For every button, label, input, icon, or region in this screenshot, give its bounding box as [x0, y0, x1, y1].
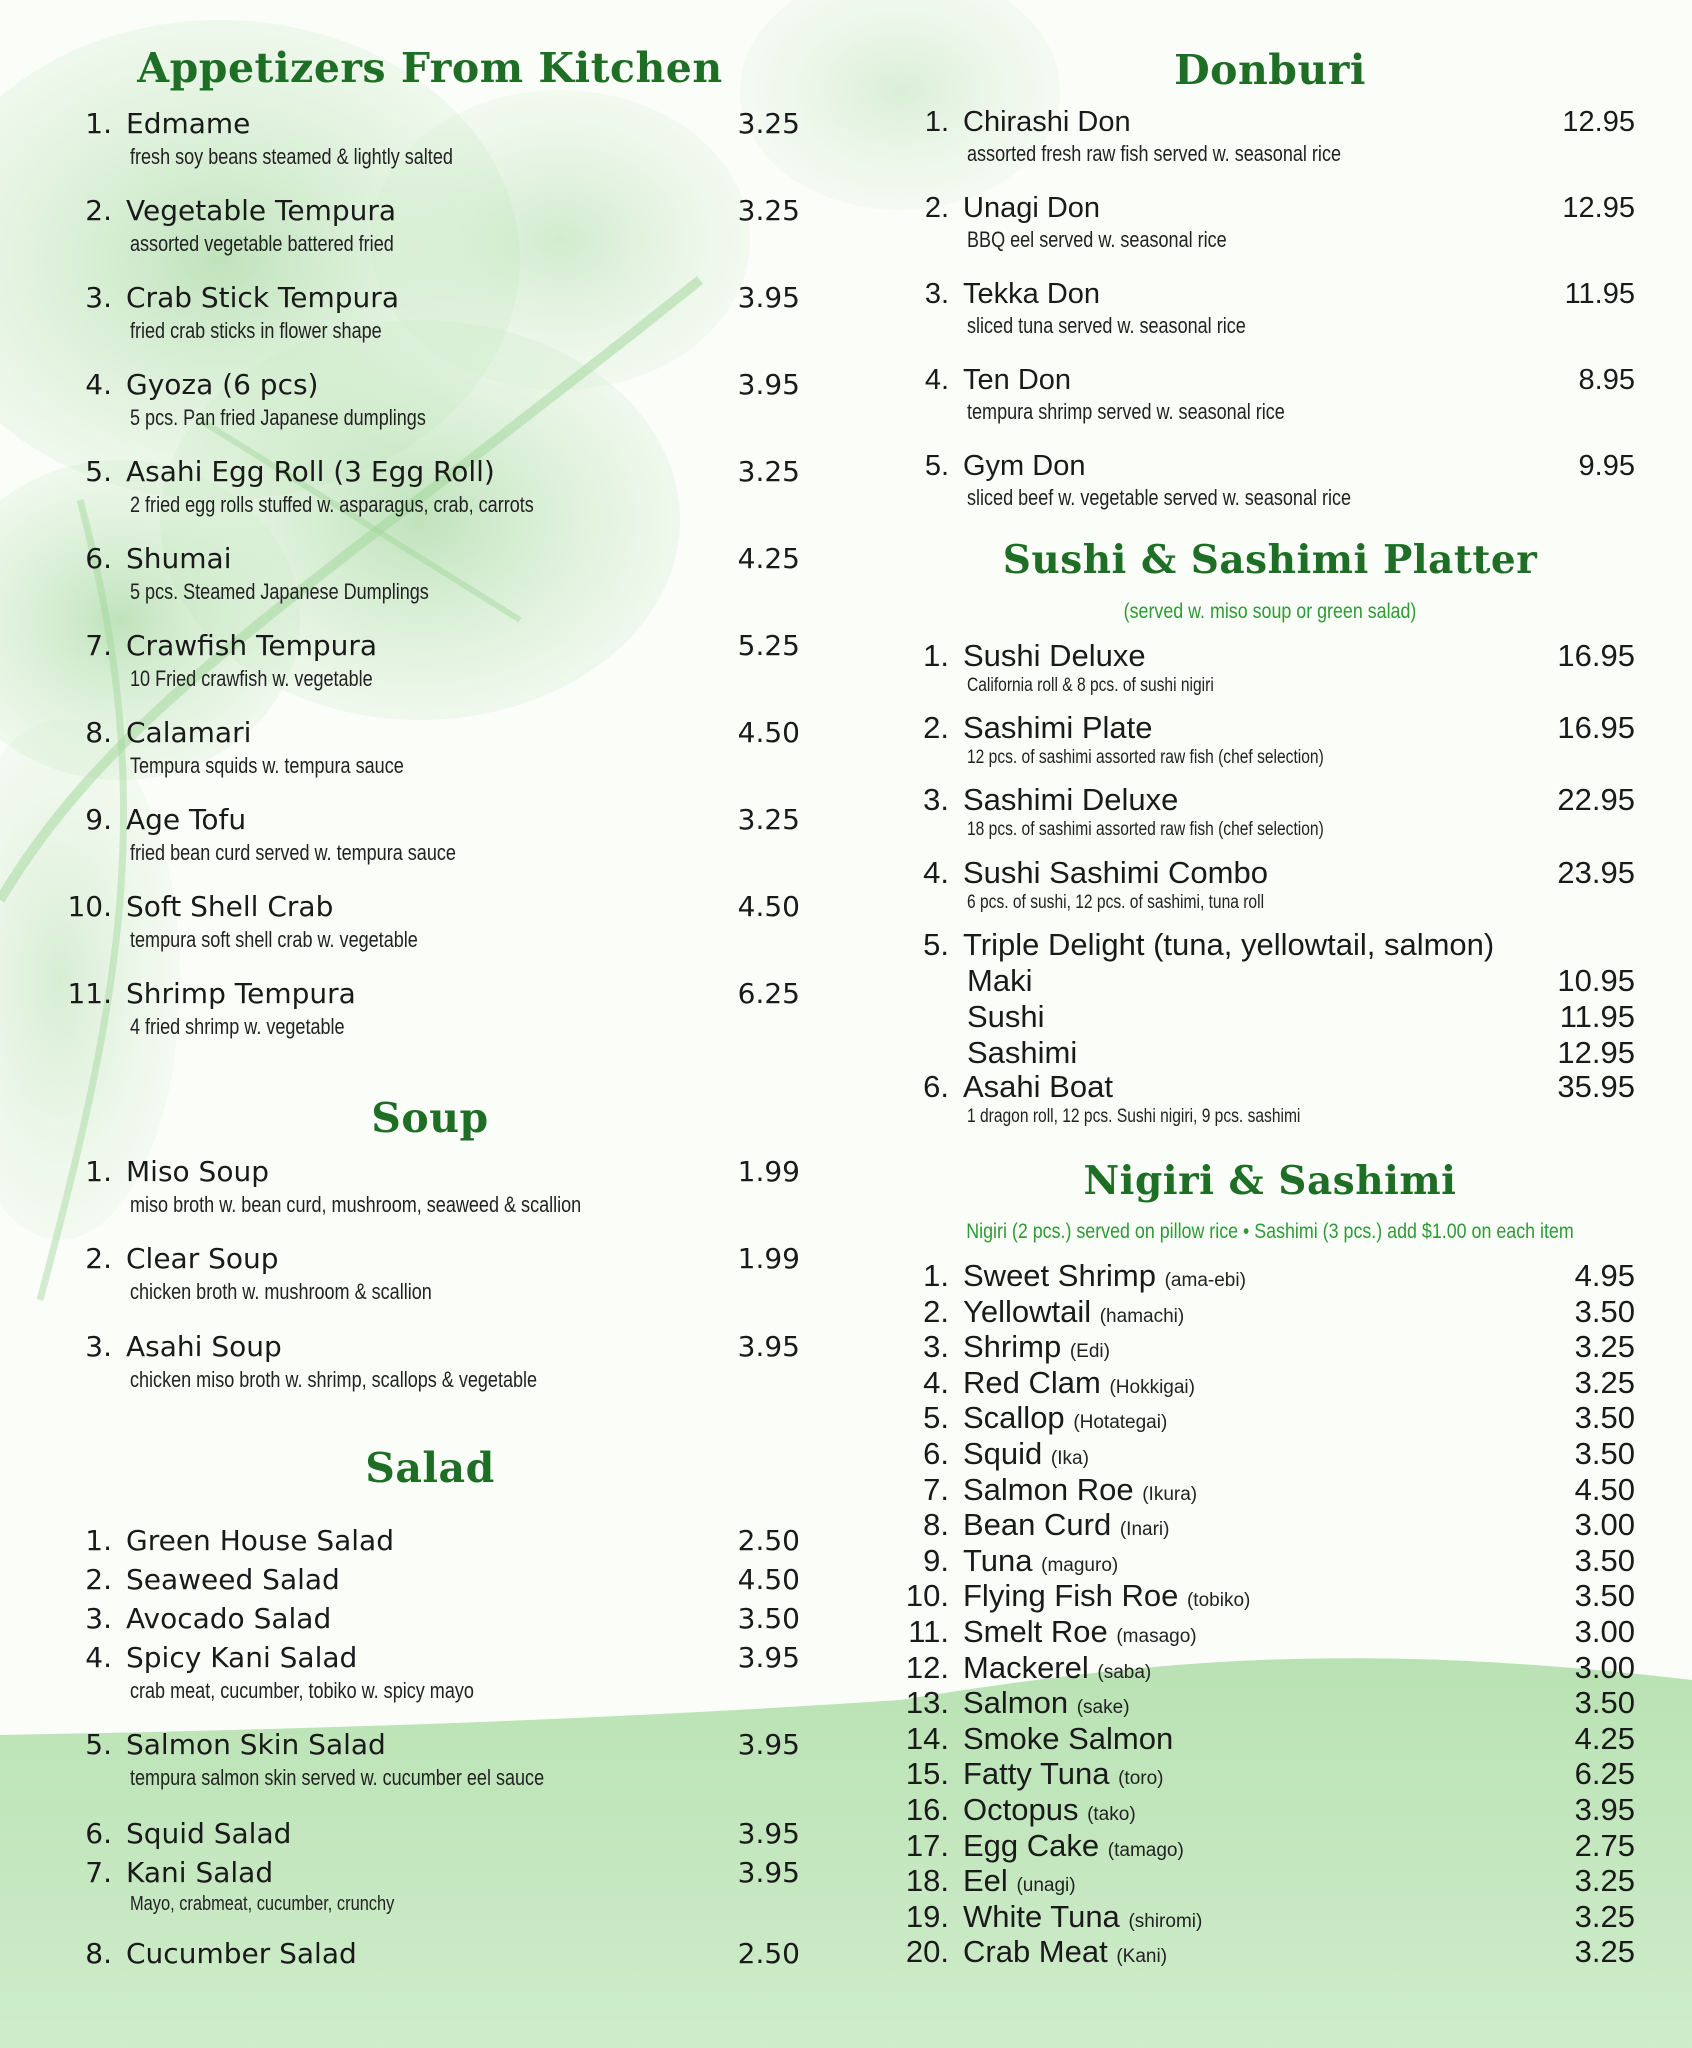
- section-title-salad: Salad: [365, 1444, 495, 1492]
- item-name-wrap: [949, 1507, 1535, 1543]
- item-name-wrap: [949, 1614, 1535, 1650]
- item-description: tempura soft shell crab w. vegetable: [130, 927, 418, 952]
- item-number: 4.: [85, 1641, 112, 1674]
- item-japanese-name: (Hotategai): [1073, 1412, 1168, 1434]
- item-number: 8.: [85, 1937, 112, 1970]
- item-description: BBQ eel served w. seasonal rice: [967, 227, 1227, 252]
- item-price: 3.95: [737, 1728, 800, 1761]
- item-japanese-name: (Hokkigai): [1109, 1376, 1195, 1398]
- item-name: Age Tofu: [126, 803, 247, 836]
- item-number: 17.: [905, 1827, 949, 1863]
- item-name: Ten Don: [963, 364, 1072, 396]
- item-name: Chirashi Don: [963, 106, 1131, 138]
- item-price: 3.50: [737, 1602, 800, 1635]
- item-name: Asahi Soup: [126, 1330, 282, 1363]
- item-name: Yellowtail: [963, 1293, 1092, 1329]
- item-number: 2.: [924, 192, 949, 224]
- menu-item: [905, 450, 1635, 511]
- item-number: 3.: [924, 278, 949, 310]
- leaf-cluster-top-right: [740, 0, 1060, 210]
- item-name-wrap: [949, 1294, 1535, 1330]
- item-name: Triple Delight (tuna, yellowtail, salmon): [963, 927, 1495, 962]
- item-japanese-name: (Ika): [1050, 1447, 1089, 1469]
- item-number: 20.: [905, 1934, 949, 1970]
- item-name-wrap: [949, 1258, 1535, 1294]
- item-japanese-name: (tobiko): [1186, 1590, 1251, 1612]
- item-price: 5.25: [737, 629, 800, 662]
- appetizers-section: [60, 44, 800, 98]
- item-number: 5.: [85, 455, 112, 488]
- item-price: 3.50: [1574, 1400, 1635, 1436]
- item-name: Red Clam: [963, 1364, 1101, 1400]
- item-name: Sashimi Deluxe: [963, 782, 1179, 817]
- item-name-wrap: [949, 1400, 1535, 1436]
- item-number: 3.: [85, 281, 112, 314]
- item-price: 16.95: [1557, 638, 1635, 673]
- menu-item: [60, 977, 800, 1040]
- menu-item-triple-delight: [905, 927, 1635, 1071]
- item-price: 11.95: [1564, 278, 1635, 310]
- item-name: Spicy Kani Salad: [126, 1641, 358, 1674]
- item-number: 1.: [924, 106, 949, 138]
- menu-item: [60, 1602, 800, 1635]
- menu-item: [905, 1650, 1635, 1686]
- item-price: 16.95: [1557, 710, 1635, 745]
- item-name: Sushi Sashimi Combo: [963, 855, 1268, 890]
- item-number: 2.: [85, 1242, 112, 1275]
- menu-item: [905, 1899, 1635, 1935]
- item-name: Scallop: [963, 1400, 1065, 1436]
- item-name: White Tuna: [963, 1898, 1120, 1934]
- item-description: Mayo, crabmeat, cucumber, crunchy: [130, 1893, 395, 1915]
- item-number: 2.: [85, 1563, 112, 1596]
- item-price: 3.95: [737, 1856, 800, 1889]
- item-option: [905, 1035, 1635, 1071]
- item-japanese-name: (Inari): [1119, 1519, 1170, 1541]
- menu-item: [905, 782, 1635, 841]
- menu-item: [905, 1543, 1635, 1579]
- menu-item: [905, 1756, 1635, 1792]
- item-number: 10.: [905, 1578, 949, 1614]
- menu-item: [905, 638, 1635, 697]
- item-name: Crab Meat: [963, 1934, 1108, 1970]
- item-name-wrap: [949, 1828, 1535, 1864]
- item-name: Tekka Don: [963, 278, 1101, 310]
- item-price: 3.00: [1574, 1613, 1635, 1649]
- item-number: 7.: [85, 1856, 112, 1889]
- item-price: 2.50: [737, 1524, 800, 1557]
- item-name: Unagi Don: [963, 192, 1101, 224]
- menu-item: [60, 1937, 800, 1970]
- item-description: miso broth w. bean curd, mushroom, seaweed & scallion: [130, 1192, 582, 1217]
- item-number: 2.: [85, 194, 112, 227]
- menu-item: [905, 1828, 1635, 1864]
- item-price: 3.50: [1574, 1293, 1635, 1329]
- item-price: 3.25: [1574, 1934, 1635, 1970]
- item-number: 5.: [85, 1728, 112, 1761]
- menu-item: [60, 107, 800, 170]
- item-name: Sushi Deluxe: [963, 638, 1146, 673]
- menu-item: [60, 194, 800, 257]
- section-title-donburi: Donburi: [1174, 46, 1366, 94]
- item-name-wrap: [949, 1899, 1535, 1935]
- item-number: 16.: [905, 1791, 949, 1827]
- item-number: 18.: [905, 1863, 949, 1899]
- item-price: 2.75: [1574, 1827, 1635, 1863]
- item-price: 3.25: [737, 455, 800, 488]
- item-description: chicken miso broth w. shrimp, scallops & vegetable: [130, 1367, 538, 1392]
- item-name: Salmon: [963, 1685, 1069, 1721]
- item-number: 9.: [923, 1542, 949, 1578]
- item-number: 8.: [923, 1507, 949, 1543]
- item-description: 1 dragon roll, 12 pcs. Sushi nigiri, 9 pcs. sashimi: [967, 1106, 1301, 1127]
- item-number: 9.: [85, 803, 112, 836]
- menu-item: [905, 855, 1635, 914]
- item-name: Miso Soup: [126, 1155, 269, 1188]
- item-japanese-name: (hamachi): [1099, 1305, 1185, 1327]
- item-name-wrap: [949, 1685, 1535, 1721]
- item-number: 6.: [85, 1817, 112, 1850]
- item-number: 14.: [905, 1720, 949, 1756]
- menu-item: [905, 1472, 1635, 1508]
- item-name: Tuna: [963, 1542, 1033, 1578]
- item-name: Asahi Egg Roll (3 Egg Roll): [126, 455, 495, 488]
- item-number: 12.: [905, 1649, 949, 1685]
- item-name: Vegetable Tempura: [126, 194, 397, 227]
- item-description: sliced tuna served w. seasonal rice: [967, 313, 1246, 338]
- menu-item: [60, 1330, 800, 1393]
- item-number: 13.: [905, 1685, 949, 1721]
- item-name-wrap: [949, 1472, 1535, 1508]
- item-description: 2 fried egg rolls stuffed w. asparagus, crab, carrots: [130, 492, 534, 517]
- item-number: 4.: [923, 855, 949, 890]
- item-price: 35.95: [1557, 1069, 1635, 1104]
- item-price: 3.25: [1574, 1898, 1635, 1934]
- item-name: Green House Salad: [126, 1524, 394, 1557]
- menu-item: [905, 710, 1635, 769]
- item-number: 3.: [85, 1330, 112, 1363]
- item-name: Eel: [963, 1863, 1008, 1899]
- item-description: fresh soy beans steamed & lightly salted: [130, 144, 453, 169]
- item-number: 7.: [85, 629, 112, 662]
- item-name: Mackerel: [963, 1649, 1089, 1685]
- menu-item: [60, 368, 800, 431]
- item-number: 5.: [923, 1400, 949, 1436]
- item-name: Salmon Skin Salad: [126, 1728, 386, 1761]
- item-name: Gyoza (6 pcs): [126, 368, 319, 401]
- section-title-platter: Sushi & Sashimi Platter: [1002, 537, 1538, 583]
- item-number: 1.: [923, 1258, 949, 1293]
- item-japanese-name: (masago): [1116, 1625, 1197, 1647]
- item-price: 1.99: [737, 1242, 800, 1275]
- item-name-wrap: [949, 1436, 1535, 1472]
- item-description: tempura salmon skin served w. cucumber eel sauce: [130, 1765, 545, 1790]
- item-description: tempura shrimp served w. seasonal rice: [967, 399, 1285, 424]
- menu-item: [60, 1242, 800, 1305]
- menu-item: [905, 364, 1635, 425]
- item-price: 3.95: [737, 368, 800, 401]
- item-name: Squid Salad: [126, 1817, 292, 1850]
- nigiri-note: Nigiri (2 pcs.) served on pillow rice • Sashimi (3 pcs.) add $1.00 on each item: [966, 1220, 1574, 1243]
- item-price: 22.95: [1557, 782, 1635, 817]
- item-price: 4.25: [737, 542, 800, 575]
- item-name: Fatty Tuna: [963, 1756, 1110, 1792]
- menu-item: [905, 1400, 1635, 1436]
- item-number: 3.: [923, 782, 949, 817]
- item-name: Crawfish Tempura: [126, 629, 378, 662]
- item-number: 8.: [85, 716, 112, 749]
- item-description: assorted fresh raw fish served w. seasonal rice: [967, 141, 1341, 166]
- menu-item: [60, 1641, 800, 1704]
- nigiri-list: [905, 1258, 1635, 1970]
- item-japanese-name: (tamago): [1107, 1839, 1184, 1861]
- item-name-wrap: [949, 1721, 1535, 1757]
- section-title-appetizers: Appetizers From Kitchen: [137, 44, 723, 92]
- item-price: 3.25: [1574, 1364, 1635, 1400]
- item-price: 8.95: [1578, 364, 1635, 396]
- item-price: 4.25: [1574, 1720, 1635, 1756]
- item-number: 4.: [85, 368, 112, 401]
- menu-item: [905, 1934, 1635, 1970]
- item-number: 7.: [923, 1471, 949, 1507]
- item-name: Kani Salad: [126, 1856, 274, 1889]
- menu-item: [60, 542, 800, 605]
- item-name: Salmon Roe: [963, 1471, 1134, 1507]
- item-number: 2.: [923, 1293, 949, 1329]
- menu-item: [905, 278, 1635, 339]
- menu-item: [905, 1069, 1635, 1128]
- item-japanese-name: (Edi): [1069, 1341, 1110, 1363]
- item-number: 6.: [85, 542, 112, 575]
- item-number: 5.: [923, 927, 949, 962]
- menu-item: [60, 1856, 800, 1916]
- menu-item: [905, 106, 1635, 167]
- item-number: 6.: [923, 1435, 949, 1471]
- item-number: 1.: [923, 638, 949, 673]
- item-number: 10.: [67, 890, 112, 923]
- item-number: 1.: [85, 1155, 112, 1188]
- menu-item: [60, 629, 800, 692]
- item-price: 2.50: [737, 1937, 800, 1970]
- item-name: Asahi Boat: [963, 1069, 1113, 1104]
- item-number: 5.: [924, 450, 949, 482]
- menu-item: [60, 1728, 800, 1791]
- menu-item: [60, 1155, 800, 1218]
- option-name: Sashimi: [967, 1035, 1078, 1070]
- item-japanese-name: (toro): [1118, 1768, 1164, 1790]
- item-price: 3.50: [1574, 1542, 1635, 1578]
- item-japanese-name: (sake): [1076, 1697, 1130, 1719]
- item-name: Shrimp Tempura: [126, 977, 356, 1010]
- menu-item: [905, 1258, 1635, 1294]
- item-price: 6.25: [737, 977, 800, 1010]
- menu-item: [905, 1294, 1635, 1330]
- item-price: 3.95: [737, 281, 800, 314]
- item-name: Shrimp: [963, 1329, 1062, 1365]
- option-name: Sushi: [967, 999, 1045, 1034]
- item-price: 3.50: [1574, 1435, 1635, 1471]
- item-description: fried bean curd served w. tempura sauce: [130, 840, 456, 865]
- item-price: 12.95: [1562, 192, 1635, 224]
- item-price: 3.25: [737, 194, 800, 227]
- item-price: 3.25: [1574, 1863, 1635, 1899]
- option-price: 11.95: [1559, 999, 1635, 1034]
- menu-item: [905, 1436, 1635, 1472]
- menu-item: [60, 1563, 800, 1596]
- menu-item: [905, 1614, 1635, 1650]
- item-description: sliced beef w. vegetable served w. seasonal rice: [967, 485, 1352, 510]
- item-price: 3.95: [737, 1330, 800, 1363]
- menu-item: [905, 1329, 1635, 1365]
- item-name: Smelt Roe: [963, 1613, 1108, 1649]
- item-name-wrap: [949, 1792, 1535, 1828]
- item-name: Sweet Shrimp: [963, 1258, 1156, 1293]
- item-description: chicken broth w. mushroom & scallion: [130, 1279, 432, 1304]
- item-price: 9.95: [1578, 450, 1635, 482]
- item-name: Soft Shell Crab: [126, 890, 334, 923]
- item-price: 3.25: [737, 803, 800, 836]
- menu-item: [905, 1863, 1635, 1899]
- item-number: 11.: [908, 1613, 949, 1649]
- menu-item: [905, 1721, 1635, 1757]
- item-name: Edmame: [126, 107, 251, 140]
- item-price: 3.25: [1574, 1329, 1635, 1365]
- item-description: Tempura squids w. tempura sauce: [130, 753, 404, 778]
- item-name: Calamari: [126, 716, 252, 749]
- platter-note: (served w. miso soup or green salad): [1123, 600, 1417, 623]
- item-name: Crab Stick Tempura: [126, 281, 399, 314]
- item-price: 3.95: [737, 1641, 800, 1674]
- item-japanese-name: (Kani): [1116, 1946, 1168, 1968]
- option-price: 12.95: [1557, 1035, 1635, 1070]
- item-name: Octopus: [963, 1791, 1079, 1827]
- item-number: 3.: [85, 1602, 112, 1635]
- item-number: 1.: [85, 107, 112, 140]
- section-title-soup: Soup: [371, 1094, 489, 1142]
- menu-item: [905, 1578, 1635, 1614]
- item-description: 12 pcs. of sashimi assorted raw fish (chef selection): [967, 747, 1324, 768]
- item-japanese-name: (ama-ebi): [1164, 1270, 1246, 1291]
- item-price: 4.50: [1574, 1471, 1635, 1507]
- item-description: 18 pcs. of sashimi assorted raw fish (chef selection): [967, 819, 1324, 840]
- item-option: [905, 999, 1635, 1035]
- item-price: 23.95: [1557, 855, 1635, 890]
- item-number: 15.: [905, 1756, 949, 1792]
- item-description: fried crab sticks in flower shape: [130, 318, 382, 343]
- menu-item: [60, 1524, 800, 1557]
- item-price: 3.00: [1574, 1649, 1635, 1685]
- item-japanese-name: (saba): [1097, 1661, 1152, 1683]
- item-description: 10 Fried crawfish w. vegetable: [130, 666, 373, 691]
- item-name: Cucumber Salad: [126, 1937, 357, 1970]
- item-name: Smoke Salmon: [963, 1720, 1174, 1756]
- item-number: 19.: [905, 1898, 949, 1934]
- item-price: 3.25: [737, 107, 800, 140]
- menu-item: [905, 1365, 1635, 1401]
- item-price: 4.95: [1574, 1258, 1635, 1293]
- menu-item: [60, 455, 800, 518]
- item-name-wrap: [949, 1756, 1535, 1792]
- item-price: 12.95: [1562, 106, 1635, 138]
- item-name: Sashimi Plate: [963, 710, 1153, 745]
- item-description: California roll & 8 pcs. of sushi nigiri: [967, 675, 1214, 696]
- item-price: 3.00: [1574, 1507, 1635, 1543]
- item-price: 3.95: [1574, 1791, 1635, 1827]
- item-name: Squid: [963, 1435, 1043, 1471]
- menu-item: [905, 1685, 1635, 1721]
- menu-item: [60, 803, 800, 866]
- item-name: Seaweed Salad: [126, 1563, 340, 1596]
- item-name-wrap: [949, 1863, 1535, 1899]
- item-number: 4.: [924, 364, 949, 396]
- item-japanese-name: (unagi): [1016, 1875, 1076, 1897]
- item-number: 6.: [923, 1069, 949, 1104]
- item-price: 4.50: [737, 1563, 800, 1596]
- item-number: 3.: [923, 1329, 949, 1365]
- item-name: Flying Fish Roe: [963, 1578, 1179, 1614]
- option-name: Maki: [967, 963, 1033, 998]
- item-description: 5 pcs. Steamed Japanese Dumplings: [130, 579, 429, 604]
- item-name-wrap: [949, 1934, 1535, 1970]
- menu-item: [60, 890, 800, 953]
- item-name-wrap: [949, 1650, 1535, 1686]
- item-price: 4.50: [737, 890, 800, 923]
- item-name: Avocado Salad: [126, 1602, 332, 1635]
- menu-item: [60, 281, 800, 344]
- item-name-wrap: [949, 1365, 1535, 1401]
- item-description: crab meat, cucumber, tobiko w. spicy mayo: [130, 1678, 474, 1703]
- item-description: assorted vegetable battered fried: [130, 231, 394, 256]
- item-name-wrap: [949, 1329, 1535, 1365]
- menu-item: [60, 1817, 800, 1850]
- item-price: 1.99: [737, 1155, 800, 1188]
- item-price: 3.50: [1574, 1578, 1635, 1614]
- item-number: 4.: [923, 1364, 949, 1400]
- item-price: 3.95: [737, 1817, 800, 1850]
- item-japanese-name: (tako): [1087, 1803, 1136, 1825]
- item-japanese-name: (Ikura): [1142, 1483, 1198, 1505]
- menu-item: [905, 1792, 1635, 1828]
- item-description: 4 fried shrimp w. vegetable: [130, 1014, 345, 1039]
- item-name-wrap: [949, 1578, 1535, 1614]
- item-number: 2.: [923, 710, 949, 745]
- item-option: [905, 963, 1635, 999]
- item-number: 11.: [67, 977, 112, 1010]
- menu-item: [905, 1507, 1635, 1543]
- item-name: Gym Don: [963, 450, 1086, 482]
- item-price: 6.25: [1574, 1756, 1635, 1792]
- item-description: 5 pcs. Pan fried Japanese dumplings: [130, 405, 426, 430]
- item-name-wrap: [949, 1543, 1535, 1579]
- item-number: 1.: [85, 1524, 112, 1557]
- item-description: 6 pcs. of sushi, 12 pcs. of sashimi, tuna roll: [967, 892, 1265, 913]
- option-price: 10.95: [1557, 963, 1635, 998]
- item-japanese-name: (maguro): [1041, 1554, 1119, 1576]
- menu-item: [60, 716, 800, 779]
- item-name: Clear Soup: [126, 1242, 279, 1275]
- item-name: Shumai: [126, 542, 232, 575]
- item-price: 3.50: [1574, 1685, 1635, 1721]
- item-name: Bean Curd: [963, 1507, 1112, 1543]
- menu-item: [905, 192, 1635, 253]
- item-name: Egg Cake: [963, 1827, 1100, 1863]
- item-japanese-name: (shiromi): [1128, 1910, 1203, 1932]
- item-price: 4.50: [737, 716, 800, 749]
- section-title-nigiri: Nigiri & Sashimi: [1083, 1158, 1457, 1204]
